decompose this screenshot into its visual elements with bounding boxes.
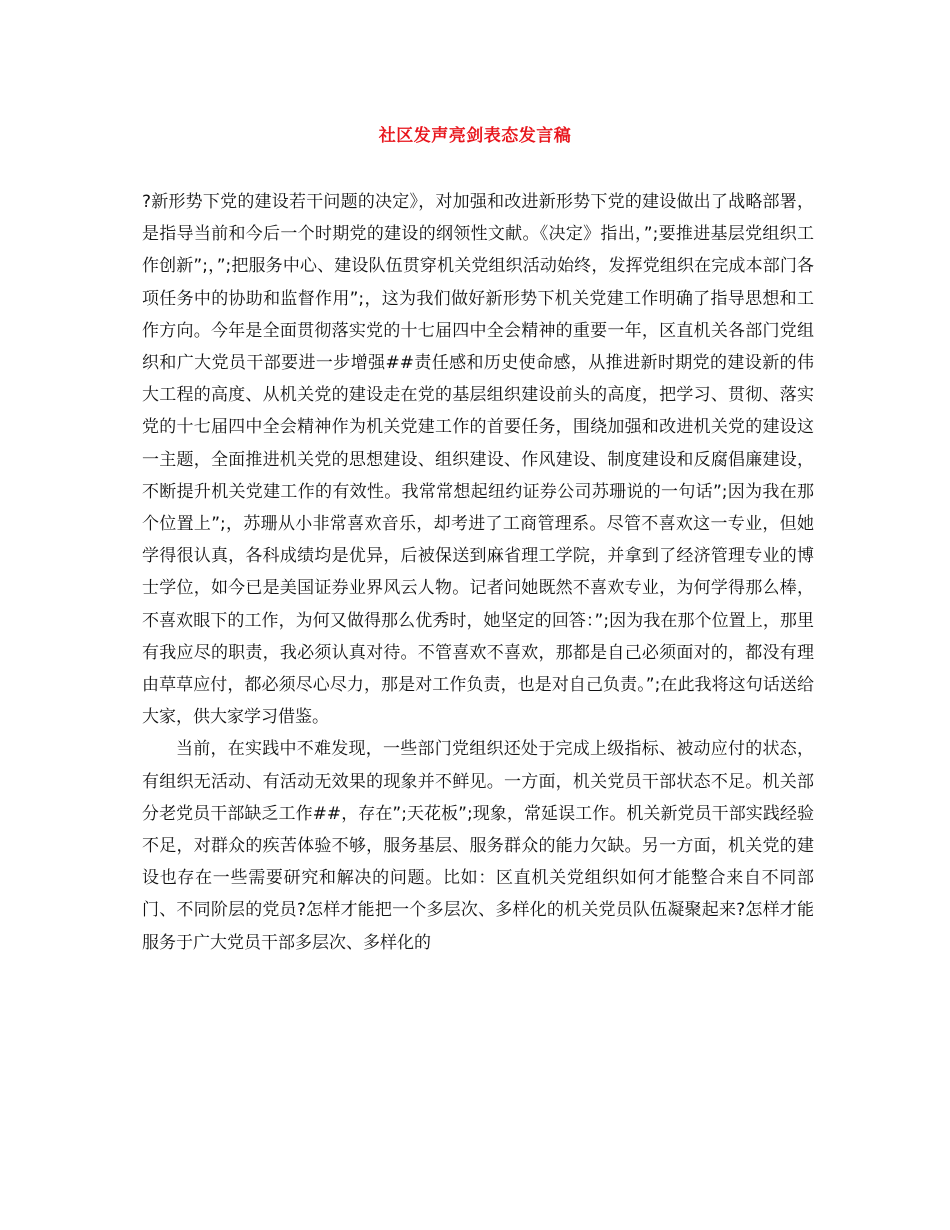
paragraph-1: ?新形势下党的建设若干问题的决定》，对加强和改进新形势下党的建设做出了战略部署，是指导当前和今后一个时期党的建设的纲领性文献。《决定》指出，”;要推进基层党组织工作创新”;，”;把服务中心、建设队伍贯穿机关党组织活动始终，发挥党组织在完成本部门各项任务中的协助和监督作用”;，这为我们做好新形势下机关党建工作明确了指导思想和工作方向。今年是全面贯彻落实党的十七届四中全会精神的重要一年，区直机关各部门党组织和广大党员干部要进一步增强##责任感和历史使命感，从推进新时期党的建设新的伟大工程的高度、从机关党的建设走在党的基层组织建设前头的高度，把学习、贯彻、落实党的十七届四中全会精神作为机关党建工作的首要任务，围绕加强和改进机关党的建设这一主题，全面推进机关党的思想建设、组织建设、作风建设、制度建设和反腐倡廉建设，不断提升机关党建工作的有效性。我常常想起纽约证券公司苏珊说的一句话”;因为我在那个位置上”;，苏珊从小非常喜欢音乐，却考进了工商管理系。尽管不喜欢这一专业，但她学得很认真，各科成绩均是优异，后被保送到麻省理工学院，并拿到了经济管理专业的博士学位，如今已是美国证券业界风云人物。记者问她既然不喜欢专业，为何学得那么棒，不喜欢眼下的工作，为何又做得那么优秀时，她坚定的回答：”;因为我在那个位置上，那里有我应尽的职责，我必须认真对待。不管喜欢不喜欢，那都是自己必须面对的，都没有理由草草应付，都必须尽心尽力，那是对工作负责，也是对自己负责。”;在此我将这句话送给大家，供大家学习借鉴。 <box>142 192 814 728</box>
document-body <box>142 186 814 959</box>
document-title: 社区发声亮剑表态发言稿 <box>378 126 572 146</box>
paragraph-2: 当前，在实践中不难发现，一些部门党组织还处于完成上级指标、被动应付的状态，有组织无活动、有活动无效果的现象并不鲜见。一方面，机关党员干部状态不足。机关部分老党员干部缺乏工作##，存在”;天花板”;现象，常延误工作。机关新党员干部实践经验不足，对群众的疾苦体验不够，服务基层、服务群众的能力欠缺。另一方面，机关党的建设也存在一些需要研究和解决的问题。比如：区直机关党组织如何才能整合来自不同部门、不同阶层的党员?怎样才能把一个多层次、多样化的机关党员队伍凝聚起来?怎样才能服务于广大党员干部多层次、多样化的 <box>142 739 814 953</box>
